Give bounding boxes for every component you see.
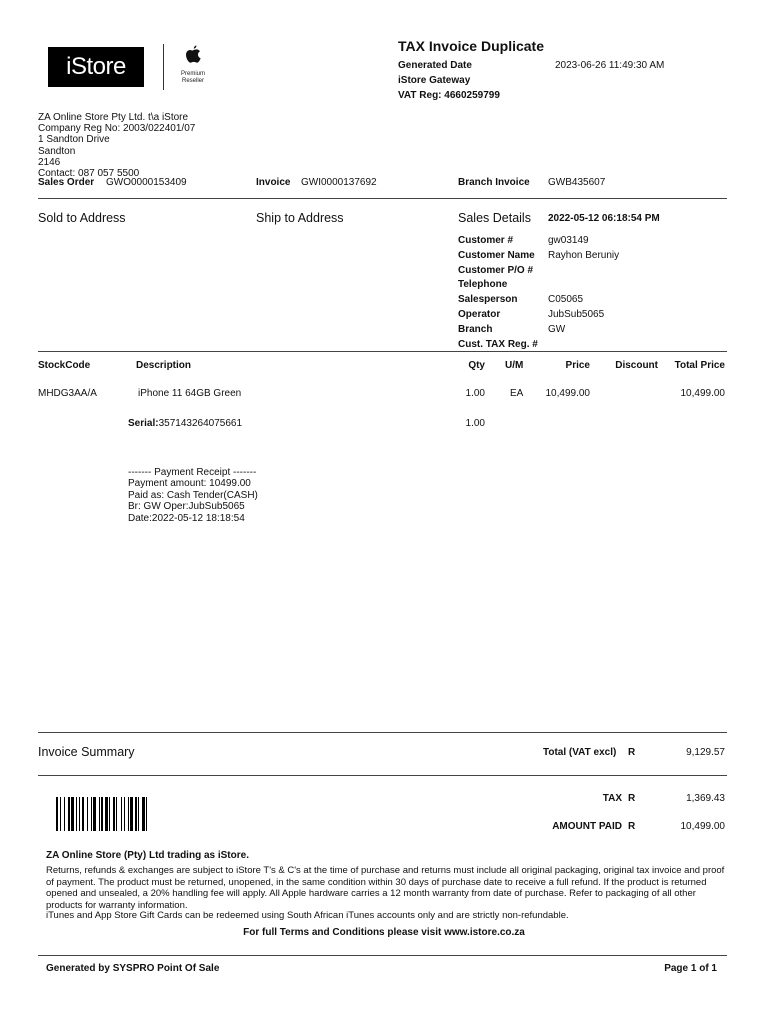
invoice-title: TAX Invoice Duplicate <box>398 38 544 54</box>
branch-invoice-label: Branch Invoice <box>458 177 530 188</box>
terms-paragraph: Returns, refunds & exchanges are subject to iStore T's & C's at the time of purchase and returns must include all original packaging, original tax invoice and proof of payment. The product must be returned, unopened, in the same condition within 30 days of purchase date to receive a full refund. If the product is returned opened and unsealed, a 20% handling fee will apply. All Apple hardware carries a 12 month warranty from date of purchase. Refer to packaging of all other products for warranty information. <box>46 865 725 911</box>
divider <box>38 198 727 199</box>
tax-label: TAX <box>602 793 622 804</box>
sales-order-label: Sales Order <box>38 177 95 188</box>
sales-detail-label: Operator <box>458 309 501 320</box>
divider <box>38 351 727 352</box>
full-terms-link[interactable]: For full Terms and Conditions please visit www.istore.co.za <box>243 927 525 938</box>
barcode-bar <box>128 797 129 831</box>
ship-to-heading: Ship to Address <box>256 211 344 225</box>
barcode-bar <box>105 797 108 831</box>
apple-premium-reseller-logo <box>176 44 210 85</box>
barcode-bar <box>64 797 65 831</box>
row-total: 10,499.00 <box>680 388 725 399</box>
barcode-bar <box>124 797 125 831</box>
barcode-bar <box>87 797 88 831</box>
generated-by: Generated by SYSPRO Point Of Sale <box>46 963 220 974</box>
company-city: Sandton <box>38 145 76 157</box>
apple-icon <box>183 44 203 68</box>
divider <box>38 955 727 956</box>
col-um: U/M <box>505 360 524 371</box>
currency-symbol: R <box>628 793 636 804</box>
generated-date-value: 2023-06-26 11:49:30 AM <box>555 60 665 71</box>
generated-date-label: Generated Date <box>398 60 472 71</box>
total-excl-label: Total (VAT excl) <box>543 747 617 758</box>
vat-reg: VAT Reg: 4660259799 <box>398 90 500 101</box>
col-total: Total Price <box>674 360 725 371</box>
invoice-summary-title: Invoice Summary <box>38 745 135 759</box>
invoice-label: Invoice <box>256 177 291 188</box>
divider <box>38 775 727 776</box>
company-contact: Contact: 087 057 5500 <box>38 168 140 180</box>
barcode-bar <box>116 797 117 831</box>
company-address <box>38 112 195 179</box>
amount-paid-value: 10,499.00 <box>680 821 725 832</box>
barcode-bar <box>101 797 103 831</box>
istore-logo: iStore <box>48 47 144 87</box>
company-name: ZA Online Store Pty Ltd. t\a iStore <box>38 112 189 123</box>
sales-detail-value: JubSub5065 <box>548 309 605 320</box>
sales-order-value: GWO0000153409 <box>106 177 187 188</box>
divider <box>38 732 727 733</box>
barcode-bar <box>146 797 147 831</box>
row-um: EA <box>510 388 524 399</box>
currency-symbol: R <box>628 747 636 758</box>
sales-detail-label: Salesperson <box>458 294 518 306</box>
receipt-heading: ------- Payment Receipt ------- <box>128 467 257 478</box>
barcode-bar <box>56 797 58 831</box>
company-reg: Company Reg No: 2003/022401/07 <box>38 123 196 135</box>
branch-invoice-value: GWB435607 <box>548 177 606 188</box>
serial-qty: 1.00 <box>465 418 485 429</box>
sales-detail-value: gw03149 <box>548 235 589 246</box>
total-excl-value: 9,129.57 <box>686 747 725 758</box>
sales-detail-value: GW <box>548 323 566 335</box>
barcode-bar <box>142 797 145 831</box>
barcode-bar <box>79 797 80 831</box>
barcode-bar <box>99 797 100 831</box>
barcode-bar <box>130 797 133 831</box>
col-qty: Qty <box>468 360 485 371</box>
serial-value: 357143264075661 <box>158 418 243 429</box>
barcode-bar <box>60 797 61 831</box>
currency-symbol: R <box>628 821 636 832</box>
sales-detail-value: Rayhon Beruniy <box>548 249 620 261</box>
col-stockcode: StockCode <box>38 360 91 371</box>
barcode-bar <box>109 797 110 831</box>
sales-detail-label: Telephone <box>458 279 508 291</box>
tax-value: 1,369.43 <box>686 793 725 804</box>
barcode-bar <box>113 797 115 831</box>
gateway-label: iStore Gateway <box>398 75 471 86</box>
barcode-bar <box>121 797 122 831</box>
invoice-value: GWI0000137692 <box>301 177 377 188</box>
barcode-bar <box>135 797 137 831</box>
company-postcode: 2146 <box>38 156 61 168</box>
barcode-bar <box>68 797 70 831</box>
sales-detail-label: Branch <box>458 323 493 335</box>
sales-detail-label: Cust. TAX Reg. # <box>458 338 538 350</box>
col-discount: Discount <box>615 360 658 371</box>
col-description: Description <box>136 360 192 371</box>
col-price: Price <box>565 360 590 371</box>
row-price: 10,499.00 <box>545 388 590 399</box>
row-description: iPhone 11 64GB Green <box>138 388 242 399</box>
serial-label: Serial: <box>128 418 159 429</box>
receipt-tender: Paid as: Cash Tender(CASH) <box>128 489 258 501</box>
barcode-bar <box>138 797 139 831</box>
receipt-branch-operator: Br: GW Oper:JubSub5065 <box>128 501 245 513</box>
page-number: Page 1 of 1 <box>664 963 717 974</box>
barcode-bar <box>82 797 84 831</box>
barcode-bar <box>76 797 77 831</box>
gift-card-note: iTunes and App Store Gift Cards can be redeemed using South African iTunes accounts only and are strictly non-refundable. <box>46 910 569 921</box>
sales-details-heading: Sales Details <box>458 211 531 225</box>
barcode-bar <box>91 797 92 831</box>
receipt-date: Date:2022-05-12 18:18:54 <box>128 512 245 524</box>
barcode-bar <box>71 797 74 831</box>
row-qty: 1.00 <box>465 388 485 399</box>
serial-line <box>128 418 242 429</box>
sales-datetime: 2022-05-12 06:18:54 PM <box>548 213 660 224</box>
payment-receipt <box>128 467 258 524</box>
receipt-amount: Payment amount: 10499.00 <box>128 478 251 490</box>
invoice-barcode <box>56 797 198 831</box>
sales-detail-label: Customer # <box>458 235 514 246</box>
amount-paid-label: AMOUNT PAID <box>552 821 622 832</box>
sales-detail-label: Customer P/O # <box>458 264 534 276</box>
logo-divider <box>163 44 164 90</box>
sold-to-heading: Sold to Address <box>38 211 126 225</box>
barcode-bar <box>93 797 96 831</box>
premium-label: Premium <box>180 71 205 77</box>
row-stockcode: MHDG3AA/A <box>38 388 97 399</box>
sales-detail-label: Customer Name <box>458 249 535 261</box>
terms-heading: ZA Online Store (Pty) Ltd trading as iStore. <box>46 850 249 861</box>
reseller-label: Reseller <box>181 78 204 84</box>
company-street: 1 Sandton Drive <box>38 134 110 146</box>
sales-detail-value: C05065 <box>548 294 584 306</box>
